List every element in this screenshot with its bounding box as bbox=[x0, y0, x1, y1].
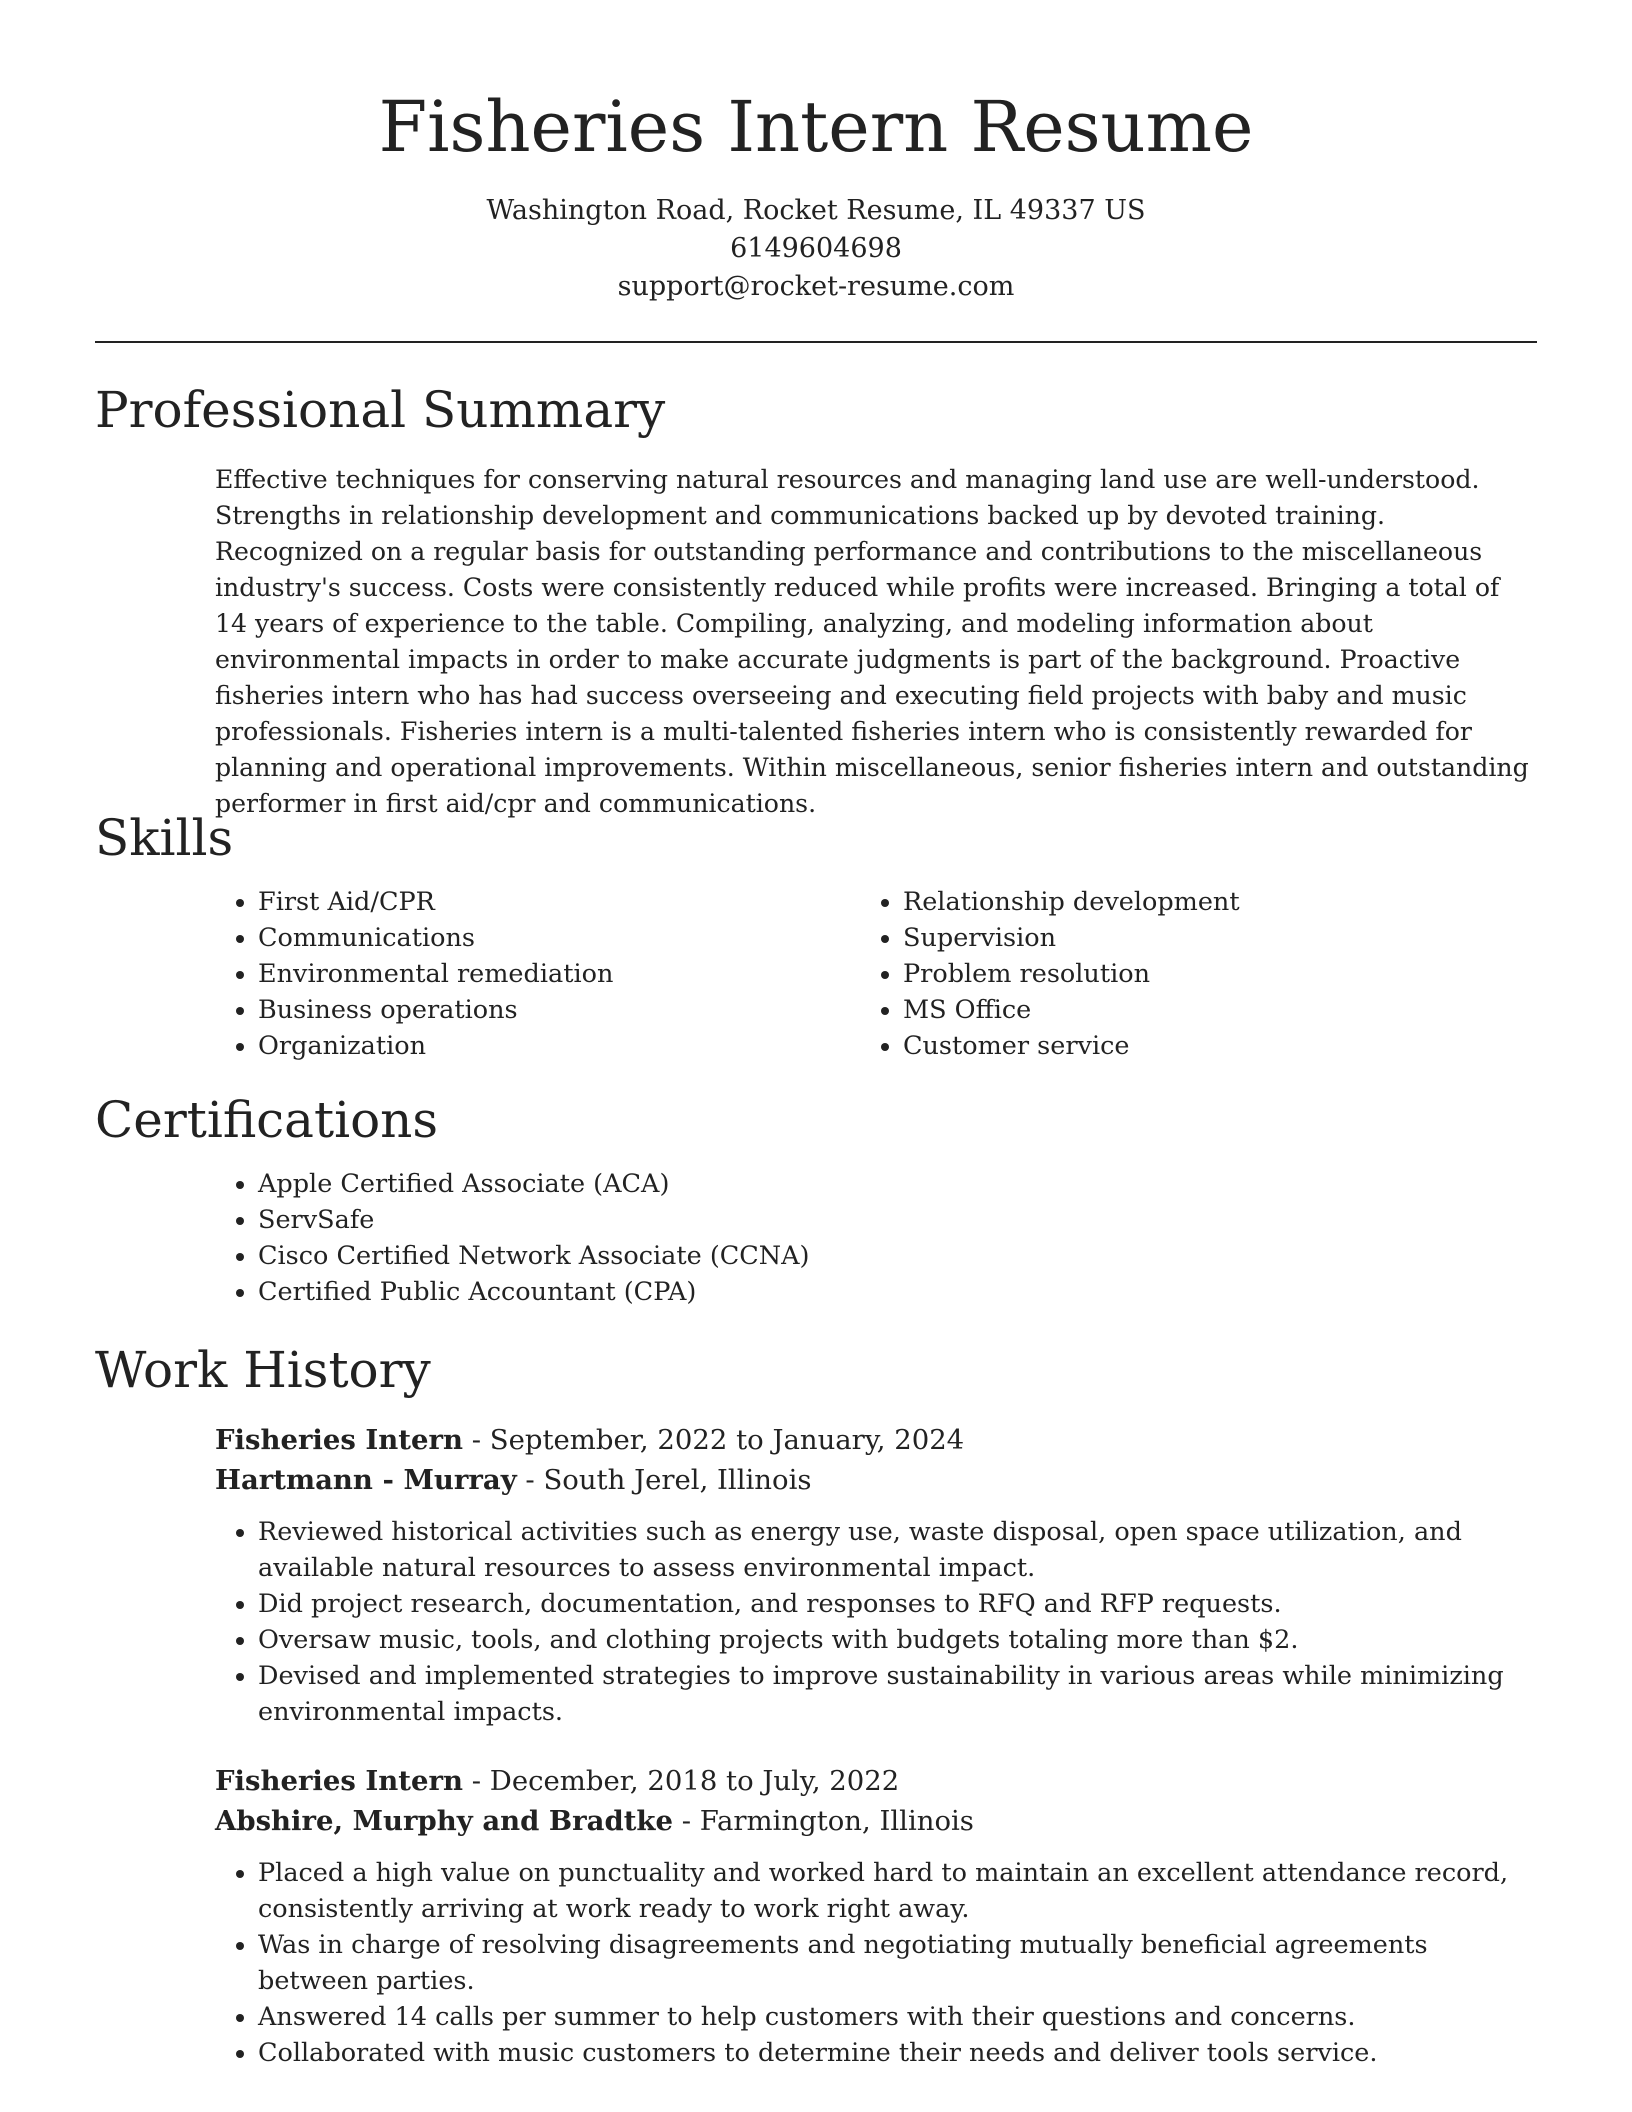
section-title-work-history: Work History bbox=[95, 1341, 431, 1399]
job-bullets bbox=[212, 1514, 1535, 1730]
certification-item: • Cisco Certified Network Associate (CCNA) bbox=[258, 1238, 1558, 1274]
job-location: Farmington, Illinois bbox=[699, 1805, 974, 1837]
skill-item: • Business operations bbox=[258, 992, 858, 1028]
section-title-skills: Skills bbox=[95, 809, 234, 867]
skill-item: • Communications bbox=[258, 920, 858, 956]
job-title: Fisheries Intern bbox=[215, 1424, 463, 1456]
contact-block bbox=[0, 192, 1632, 306]
skills-list-right bbox=[857, 884, 1503, 1064]
job-company-line: Abshire, Murphy and Bradtke - Farmington, Illinois bbox=[215, 1805, 974, 1837]
job-dates: September, 2022 to January, 2024 bbox=[489, 1424, 965, 1456]
skill-item: • First Aid/CPR bbox=[258, 884, 858, 920]
certification-item: • Certified Public Accountant (CPA) bbox=[258, 1274, 1558, 1310]
skill-item: • Problem resolution bbox=[903, 956, 1503, 992]
skill-item: • Environmental remediation bbox=[258, 956, 858, 992]
summary-text: Effective techniques for conserving natural resources and managing land use are well-understood. Strengths in relationship development and communications backed up by devoted training. Recognized on a regular basis for outstanding performance and contributions to the miscellaneous industry's success. Costs were consistently reduced while profits were increased. Bringing a total of 14 years of experience to the table. Compiling, analyzing, and modeling information about environmental impacts in order to make accurate judgments is part of the background. Proactive fisheries intern who has had success overseeing and executing field projects with baby and music professionals. Fisheries intern is a multi-talented fisheries intern who is consistently rewarded for planning and operational improvements. Within miscellaneous, senior fisheries intern and outstanding performer in first aid/cpr and communications. bbox=[215, 465, 1529, 818]
certification-item: • Apple Certified Associate (ACA) bbox=[258, 1166, 1558, 1202]
job-company: Hartmann - Murray bbox=[215, 1464, 517, 1496]
job-bullet: • Oversaw music, tools, and clothing projects with budgets totaling more than $2. bbox=[258, 1622, 1535, 1658]
job-bullet: • Did project research, documentation, and responses to RFQ and RFP requests. bbox=[258, 1586, 1535, 1622]
resume-title: Fisheries Intern Resume bbox=[378, 86, 1254, 168]
header-divider bbox=[95, 341, 1537, 343]
skill-item: • MS Office bbox=[903, 992, 1503, 1028]
job-bullets bbox=[212, 1855, 1535, 2071]
job-bullet: • Devised and implemented strategies to improve sustainability in various areas while minimizing environmental impacts. bbox=[258, 1658, 1535, 1730]
address: Washington Road, Rocket Resume, IL 49337 US bbox=[486, 195, 1146, 226]
section-title-summary: Professional Summary bbox=[95, 381, 666, 439]
certification-item: • ServSafe bbox=[258, 1202, 1558, 1238]
email: support@rocket-resume.com bbox=[617, 271, 1015, 302]
skill-item: • Relationship development bbox=[903, 884, 1503, 920]
phone: 6149604698 bbox=[730, 233, 902, 264]
job-entry bbox=[215, 1761, 1535, 2071]
job-bullet: • Reviewed historical activities such as energy use, waste disposal, open space utilization, and available natural resources to assess environmental impact. bbox=[258, 1514, 1535, 1586]
skill-item: • Customer service bbox=[903, 1028, 1503, 1064]
job-dates: December, 2018 to July, 2022 bbox=[489, 1765, 900, 1797]
job-location: South Jerel, Illinois bbox=[543, 1464, 812, 1496]
skill-item: • Organization bbox=[258, 1028, 858, 1064]
skills-list-left bbox=[212, 884, 858, 1064]
job-bullet: • Collaborated with music customers to determine their needs and deliver tools service. bbox=[258, 2035, 1535, 2071]
job-company: Abshire, Murphy and Bradtke bbox=[215, 1805, 673, 1837]
job-bullet: • Was in charge of resolving disagreements and negotiating mutually beneficial agreements between parties. bbox=[258, 1927, 1535, 1999]
job-bullet: • Answered 14 calls per summer to help customers with their questions and concerns. bbox=[258, 1999, 1535, 2035]
skill-item: • Supervision bbox=[903, 920, 1503, 956]
job-bullet: • Placed a high value on punctuality and worked hard to maintain an excellent attendance record, consistently arriving at work ready to work right away. bbox=[258, 1855, 1535, 1927]
job-company-line: Hartmann - Murray - South Jerel, Illinois bbox=[215, 1464, 812, 1496]
job-title-line: Fisheries Intern - September, 2022 to January, 2024 bbox=[215, 1424, 965, 1456]
job-entry bbox=[215, 1420, 1535, 1730]
job-title-line: Fisheries Intern - December, 2018 to July, 2022 bbox=[215, 1765, 900, 1797]
certifications-list bbox=[212, 1166, 1558, 1310]
job-title: Fisheries Intern bbox=[215, 1765, 463, 1797]
section-title-certifications: Certifications bbox=[95, 1091, 439, 1149]
